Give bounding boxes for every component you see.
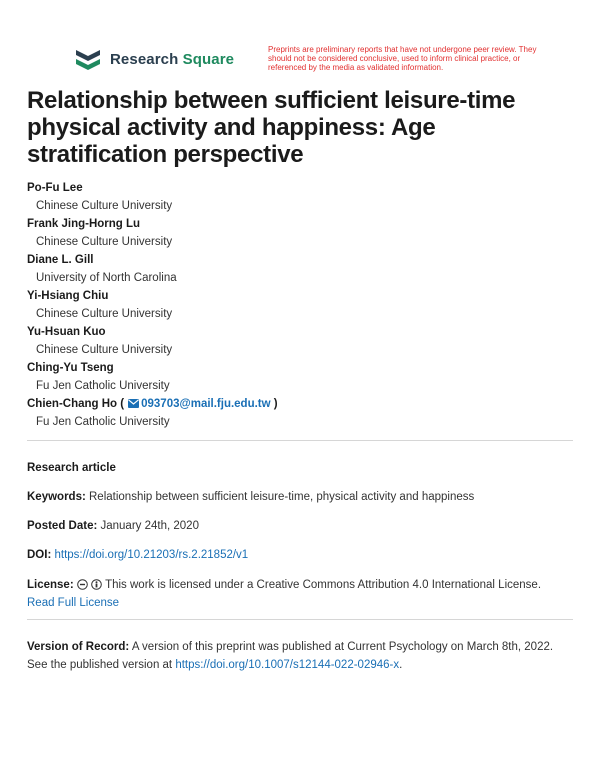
creative-commons-icon (77, 579, 88, 590)
license-line (27, 576, 573, 612)
author-affiliation: Chinese Culture University (36, 236, 173, 248)
article-type (27, 459, 573, 477)
author-affiliation: Chinese Culture University (36, 200, 173, 212)
author-affiliation: Chinese Culture University (36, 308, 173, 320)
envelope-icon (128, 399, 139, 408)
author-entry (27, 288, 572, 323)
author-affiliation: University of North Carolina (36, 272, 177, 284)
doi-link[interactable]: https://doi.org/10.21203/rs.2.21852/v1 (54, 549, 249, 561)
version-of-record-end: . (399, 659, 403, 671)
read-full-license-link[interactable]: Read Full License (27, 597, 120, 609)
email-paren-close: ) (270, 398, 278, 410)
doi-label: DOI: (27, 549, 52, 561)
license-text: This work is licensed under a Creative Commons Attribution 4.0 International License. (105, 579, 542, 591)
article-type-label: Research article (27, 462, 116, 474)
version-of-record-block (27, 638, 573, 674)
email-paren-open: ( (120, 398, 125, 410)
version-of-record-text: A version of this preprint was published at Current Psychology on March 8th, 2022. See the published version at (27, 641, 554, 671)
author-entry-corresponding (27, 396, 572, 431)
author-entry (27, 252, 572, 287)
keywords-line (27, 488, 573, 506)
published-version-link[interactable]: https://doi.org/10.1007/s12144-022-02946-x (175, 659, 400, 671)
author-name: Frank Jing-Horng Lu (27, 218, 141, 230)
author-name: Yu-Hsuan Kuo (27, 326, 106, 338)
author-name: Yi-Hsiang Chiu (27, 290, 109, 302)
author-name: Po-Fu Lee (27, 182, 83, 194)
author-entry (27, 216, 572, 251)
logo-word-square: Square (182, 50, 235, 68)
logo-wordmark (110, 51, 234, 68)
author-entry (27, 360, 572, 395)
preprint-disclaimer: Preprints are preliminary reports that have not undergone peer review. They should not be considered conclusive, used to inform clinical practice, or referenced by the media as validated information. (268, 45, 537, 72)
author-affiliation: Chinese Culture University (36, 344, 173, 356)
posted-date-value: January 24th, 2020 (100, 520, 199, 532)
attribution-icon (91, 579, 102, 590)
logo-word-research: Research (110, 50, 179, 68)
author-name-line (27, 396, 572, 413)
section-divider (27, 440, 573, 441)
posted-date-label: Posted Date: (27, 520, 98, 532)
version-of-record-label: Version of Record: (27, 641, 130, 653)
author-email: 093703@mail.fju.edu.tw (141, 398, 271, 410)
author-list (27, 180, 572, 432)
doi-line (27, 546, 573, 564)
author-entry (27, 324, 572, 359)
license-label: License: (27, 579, 74, 591)
keywords-value: Relationship between sufficient leisure-time, physical activity and happiness (89, 491, 475, 503)
author-name: Chien-Chang Ho (27, 398, 118, 410)
author-affiliation: Fu Jen Catholic University (36, 380, 170, 392)
author-email-link[interactable] (124, 398, 270, 410)
author-name: Diane L. Gill (27, 254, 94, 266)
paper-title: Relationship between sufficient leisure-time physical activity and happiness: Age stratification perspective (27, 87, 516, 168)
author-affiliation: Fu Jen Catholic University (36, 416, 170, 428)
page-header (0, 0, 600, 80)
author-entry (27, 180, 572, 215)
posted-date-line (27, 517, 573, 535)
author-name: Ching-Yu Tseng (27, 362, 114, 374)
research-square-logo[interactable] (74, 47, 234, 71)
keywords-label: Keywords: (27, 491, 86, 503)
research-square-logo-icon (74, 47, 104, 71)
section-divider (27, 619, 573, 620)
